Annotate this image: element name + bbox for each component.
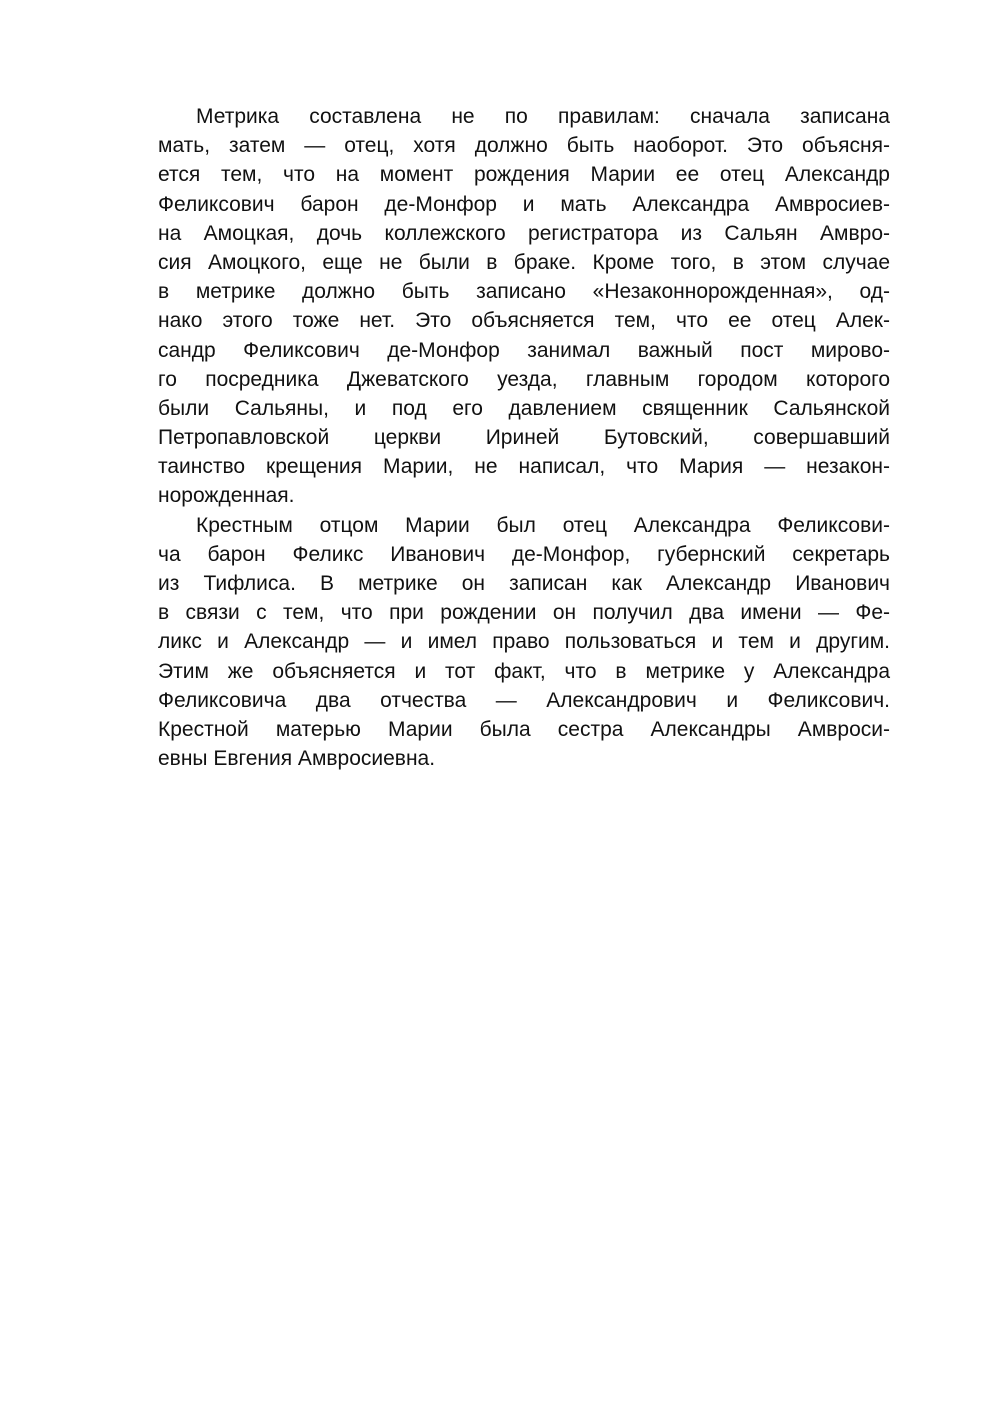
paragraph-2 [158,511,890,774]
text-line: норожденная. [158,484,295,508]
text-line: сандр Феликсович де-Монфор занимал важный пост мирово- [158,338,890,362]
text-line: Крестным отцом Марии был отец Александра Феликсови- [196,513,890,537]
text-line: нако этого тоже нет. Это объясняется тем, что ее отец Алек- [158,309,890,333]
paragraph-1 [158,102,890,511]
text-line: го посредника Джеватского уезда, главным городом которого [158,367,890,391]
text-line: были Сальяны, и под его давлением священник Сальянской [158,396,890,420]
text-line: из Тифлиса. В метрике он записан как Александр Иванович [158,572,890,595]
text-line: ликс и Александр — и имел право пользоваться и тем и другим. [158,630,890,654]
text-line: Петропавловской церкви Ириней Бутовский, совершавший [158,426,890,450]
text-line: Феликсовича два отчества — Александрович и Феликсович. [158,688,890,712]
text-line: евны Евгения Амвросиевна. [158,747,436,771]
text-line: на Амоцкая, дочь коллежского регистратора из Сальян Амвро- [158,221,890,245]
text-line: Феликсович барон де-Монфор и мать Александра Амвросиев- [158,192,890,216]
text-line: в связи с тем, что при рождении он получил два имени — Фе- [158,601,890,625]
text-line: в метрике должно быть записано «Незаконнорожденная», од- [158,280,890,304]
body-text [158,102,890,773]
text-line: Метрика составлена не по правилам: сначала записана [196,105,890,128]
text-line: таинство крещения Марии, не написал, что Мария — незакон- [158,455,890,479]
text-line: ется тем, что на момент рождения Марии ее отец Александр [158,163,890,187]
text-line: сия Амоцкого, еще не были в браке. Кроме того, в этом случае [158,250,890,274]
text-line: мать, затем — отец, хотя должно быть наоборот. Это объясня- [158,134,890,158]
text-line: ча барон Феликс Иванович де-Монфор, губернский секретарь [158,542,890,566]
text-line: Крестной матерью Марии была сестра Александры Амвроси- [158,717,890,741]
text-line: Этим же объясняется и тот факт, что в метрике у Александра [158,659,890,683]
